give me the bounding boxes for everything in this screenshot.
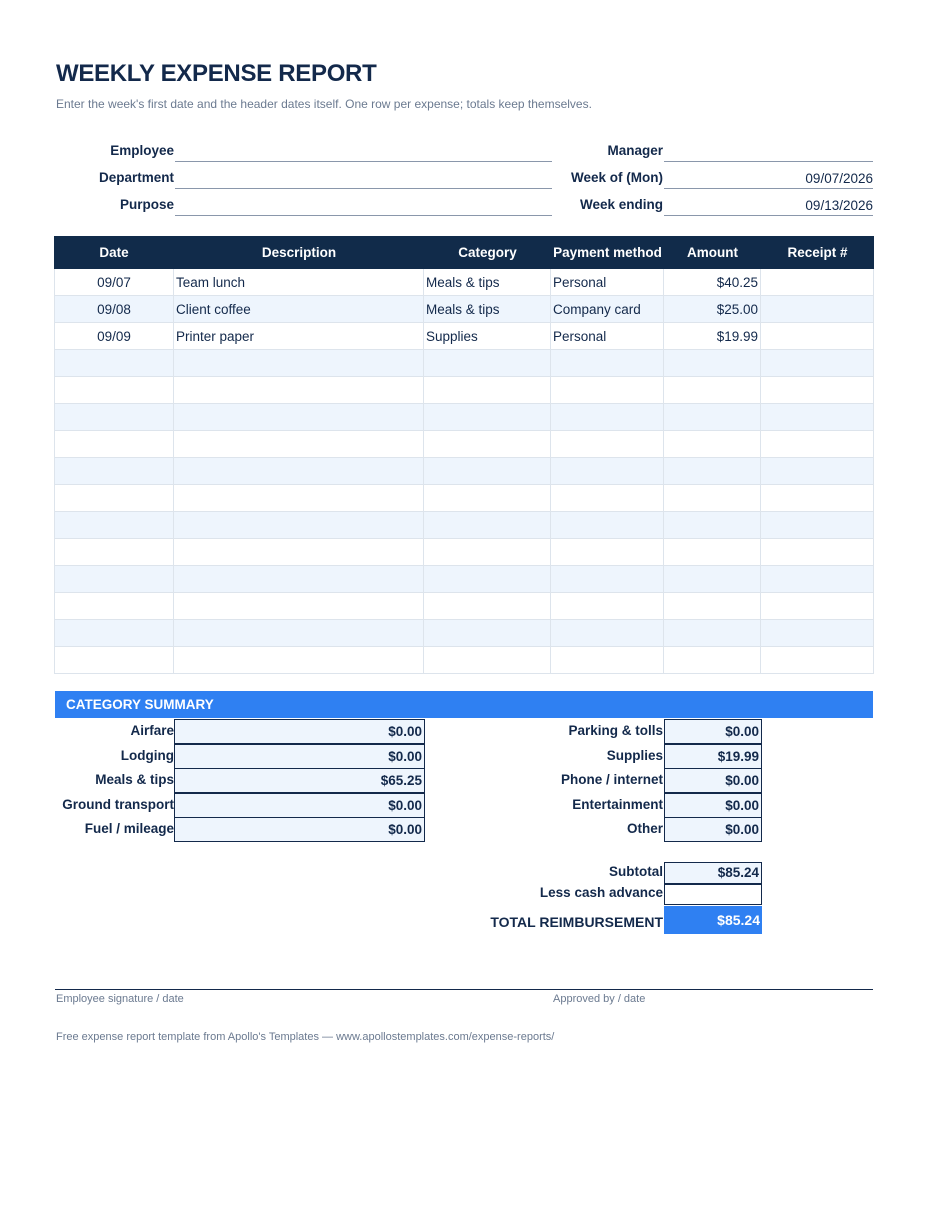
cell-payment-method[interactable] xyxy=(551,458,664,485)
summary-label: Phone / internet xyxy=(560,772,663,788)
cell-payment-method[interactable] xyxy=(551,404,664,431)
cell-category[interactable] xyxy=(424,539,551,566)
footer-credit: Free expense report template from Apollo's Templates — www.apollostemplates.com/expense-reports/ xyxy=(56,1031,555,1043)
cell-receipt[interactable] xyxy=(761,539,874,566)
cell-amount[interactable] xyxy=(664,431,761,458)
expense-table-header xyxy=(54,236,874,269)
summary-value: $0.00 xyxy=(664,719,762,744)
subtotal-label: Subtotal xyxy=(609,864,663,879)
summary-label: Supplies xyxy=(606,747,663,763)
summary-value: $0.00 xyxy=(174,817,425,842)
cell-category[interactable] xyxy=(424,566,551,593)
table-row xyxy=(54,512,874,539)
cell-date[interactable] xyxy=(54,566,174,593)
week-of-label: Week of (Mon) xyxy=(571,170,663,185)
cell-payment-method[interactable] xyxy=(551,485,664,512)
cell-receipt[interactable] xyxy=(761,431,874,458)
cell-receipt[interactable] xyxy=(761,296,874,323)
cell-description[interactable] xyxy=(174,431,424,458)
cell-description[interactable]: Client coffee xyxy=(174,296,424,323)
category-summary-header: CATEGORY SUMMARY xyxy=(55,691,873,718)
table-row xyxy=(54,377,874,404)
signature-line xyxy=(55,989,873,990)
approved-by-label: Approved by / date xyxy=(553,993,646,1005)
cell-payment-method[interactable] xyxy=(551,593,664,620)
cell-amount[interactable] xyxy=(664,566,761,593)
cell-date[interactable] xyxy=(54,350,174,377)
cell-description[interactable] xyxy=(174,458,424,485)
cell-date[interactable]: 09/07 xyxy=(54,269,174,296)
table-row xyxy=(54,458,874,485)
cell-category[interactable] xyxy=(424,512,551,539)
cell-amount[interactable] xyxy=(664,377,761,404)
cell-date[interactable]: 09/08 xyxy=(54,296,174,323)
cell-payment-method[interactable] xyxy=(551,539,664,566)
cell-description[interactable] xyxy=(174,566,424,593)
employee-field[interactable] xyxy=(175,144,552,162)
cell-category[interactable] xyxy=(424,404,551,431)
cell-date[interactable] xyxy=(54,647,174,674)
table-row xyxy=(54,431,874,458)
department-field[interactable] xyxy=(175,171,552,189)
cell-date[interactable] xyxy=(54,458,174,485)
header-description: Description xyxy=(261,245,337,260)
cell-amount[interactable] xyxy=(664,458,761,485)
summary-label: Ground transport xyxy=(62,796,174,812)
summary-label: Fuel / mileage xyxy=(84,821,174,837)
cash-advance-field[interactable] xyxy=(664,884,762,905)
table-row xyxy=(54,485,874,512)
table-row xyxy=(54,269,874,296)
summary-value: $0.00 xyxy=(174,744,425,769)
manager-label: Manager xyxy=(607,143,663,158)
cell-description[interactable] xyxy=(174,404,424,431)
cell-payment-method[interactable] xyxy=(551,431,664,458)
page-subtitle: Enter the week's first date and the header dates itself. One row per expense; totals keep themselves. xyxy=(56,97,592,111)
cell-payment-method[interactable] xyxy=(551,377,664,404)
summary-label: Meals & tips xyxy=(95,772,174,788)
cell-category[interactable]: Supplies xyxy=(424,323,551,350)
cell-receipt[interactable] xyxy=(761,377,874,404)
summary-label: Lodging xyxy=(120,747,174,763)
cell-receipt[interactable] xyxy=(761,512,874,539)
cell-description[interactable] xyxy=(174,620,424,647)
cell-receipt[interactable] xyxy=(761,647,874,674)
header-payment-method: Payment method xyxy=(553,245,662,260)
cell-receipt[interactable] xyxy=(761,269,874,296)
cell-category[interactable]: Meals & tips xyxy=(424,269,551,296)
cell-date[interactable] xyxy=(54,404,174,431)
total-reimbursement-value: $85.24 xyxy=(664,906,762,934)
cell-payment-method[interactable] xyxy=(551,512,664,539)
cell-payment-method[interactable]: Personal xyxy=(551,269,664,296)
subtotal-value: $85.24 xyxy=(664,862,762,884)
cell-amount[interactable] xyxy=(664,485,761,512)
cell-description[interactable] xyxy=(174,350,424,377)
header-receipt: Receipt # xyxy=(787,245,848,260)
cell-category[interactable] xyxy=(424,458,551,485)
cell-payment-method[interactable]: Personal xyxy=(551,323,664,350)
week-ending-field[interactable]: 09/13/2026 xyxy=(664,198,873,216)
cell-category[interactable] xyxy=(424,647,551,674)
cell-date[interactable] xyxy=(54,485,174,512)
cell-category[interactable] xyxy=(424,620,551,647)
summary-value: $0.00 xyxy=(664,768,762,793)
cell-payment-method[interactable] xyxy=(551,350,664,377)
summary-label: Entertainment xyxy=(572,796,663,812)
summary-value: $0.00 xyxy=(174,793,425,818)
summary-value: $0.00 xyxy=(664,793,762,818)
cell-receipt[interactable] xyxy=(761,566,874,593)
summary-label: Airfare xyxy=(130,723,174,738)
cell-date[interactable] xyxy=(54,539,174,566)
page-title: WEEKLY EXPENSE REPORT xyxy=(56,60,377,87)
cell-description[interactable] xyxy=(174,593,424,620)
cell-date[interactable]: 09/09 xyxy=(54,323,174,350)
cell-description[interactable] xyxy=(174,647,424,674)
week-ending-label: Week ending xyxy=(579,197,663,212)
summary-value: $0.00 xyxy=(174,719,425,744)
cell-description[interactable] xyxy=(174,485,424,512)
cell-description[interactable]: Team lunch xyxy=(174,269,424,296)
week-of-field[interactable]: 09/07/2026 xyxy=(664,171,873,189)
header-amount: Amount xyxy=(687,245,738,260)
cell-date[interactable] xyxy=(54,512,174,539)
summary-label: Other xyxy=(626,821,663,837)
summary-value: $19.99 xyxy=(664,744,762,769)
cell-description[interactable] xyxy=(174,512,424,539)
cell-receipt[interactable] xyxy=(761,350,874,377)
cell-payment-method[interactable]: Company card xyxy=(551,296,664,323)
cell-date[interactable] xyxy=(54,431,174,458)
cell-payment-method[interactable] xyxy=(551,647,664,674)
cash-advance-label: Less cash advance xyxy=(539,885,663,900)
cell-receipt[interactable] xyxy=(761,593,874,620)
summary-label: Parking & tolls xyxy=(568,723,663,738)
cell-receipt[interactable] xyxy=(761,485,874,512)
summary-value: $0.00 xyxy=(664,817,762,842)
summary-value: $65.25 xyxy=(174,768,425,793)
cell-receipt[interactable] xyxy=(761,404,874,431)
cell-category[interactable] xyxy=(424,377,551,404)
cell-description[interactable] xyxy=(174,539,424,566)
cell-amount[interactable]: $40.25 xyxy=(664,269,761,296)
header-date: Date xyxy=(99,245,129,260)
table-row xyxy=(54,647,874,674)
table-row xyxy=(54,350,874,377)
total-reimbursement-label: TOTAL REIMBURSEMENT xyxy=(490,914,663,930)
cell-category[interactable]: Meals & tips xyxy=(424,296,551,323)
cell-amount[interactable] xyxy=(664,512,761,539)
table-row xyxy=(54,404,874,431)
cell-category[interactable] xyxy=(424,350,551,377)
cell-receipt[interactable] xyxy=(761,458,874,485)
table-row xyxy=(54,566,874,593)
department-label: Department xyxy=(98,170,174,185)
cell-category[interactable] xyxy=(424,593,551,620)
cell-payment-method[interactable] xyxy=(551,620,664,647)
purpose-field[interactable] xyxy=(175,198,552,216)
cell-amount[interactable] xyxy=(664,539,761,566)
cell-description[interactable] xyxy=(174,377,424,404)
cell-category[interactable] xyxy=(424,485,551,512)
cell-category[interactable] xyxy=(424,431,551,458)
manager-field[interactable] xyxy=(664,144,873,162)
table-row xyxy=(54,620,874,647)
header-category: Category xyxy=(458,245,517,260)
cell-amount[interactable] xyxy=(664,350,761,377)
cell-payment-method[interactable] xyxy=(551,566,664,593)
cell-amount[interactable] xyxy=(664,620,761,647)
cell-amount[interactable]: $25.00 xyxy=(664,296,761,323)
purpose-label: Purpose xyxy=(119,197,174,212)
employee-signature-label: Employee signature / date xyxy=(56,993,184,1005)
table-row xyxy=(54,593,874,620)
cell-date[interactable] xyxy=(54,377,174,404)
cell-description[interactable]: Printer paper xyxy=(174,323,424,350)
table-row xyxy=(54,539,874,566)
cell-amount[interactable] xyxy=(664,647,761,674)
cell-receipt[interactable] xyxy=(761,323,874,350)
cell-amount[interactable] xyxy=(664,404,761,431)
cell-receipt[interactable] xyxy=(761,620,874,647)
employee-label: Employee xyxy=(110,143,174,158)
table-row xyxy=(54,323,874,350)
cell-date[interactable] xyxy=(54,620,174,647)
table-row xyxy=(54,296,874,323)
cell-amount[interactable] xyxy=(664,593,761,620)
cell-date[interactable] xyxy=(54,593,174,620)
cell-amount[interactable]: $19.99 xyxy=(664,323,761,350)
